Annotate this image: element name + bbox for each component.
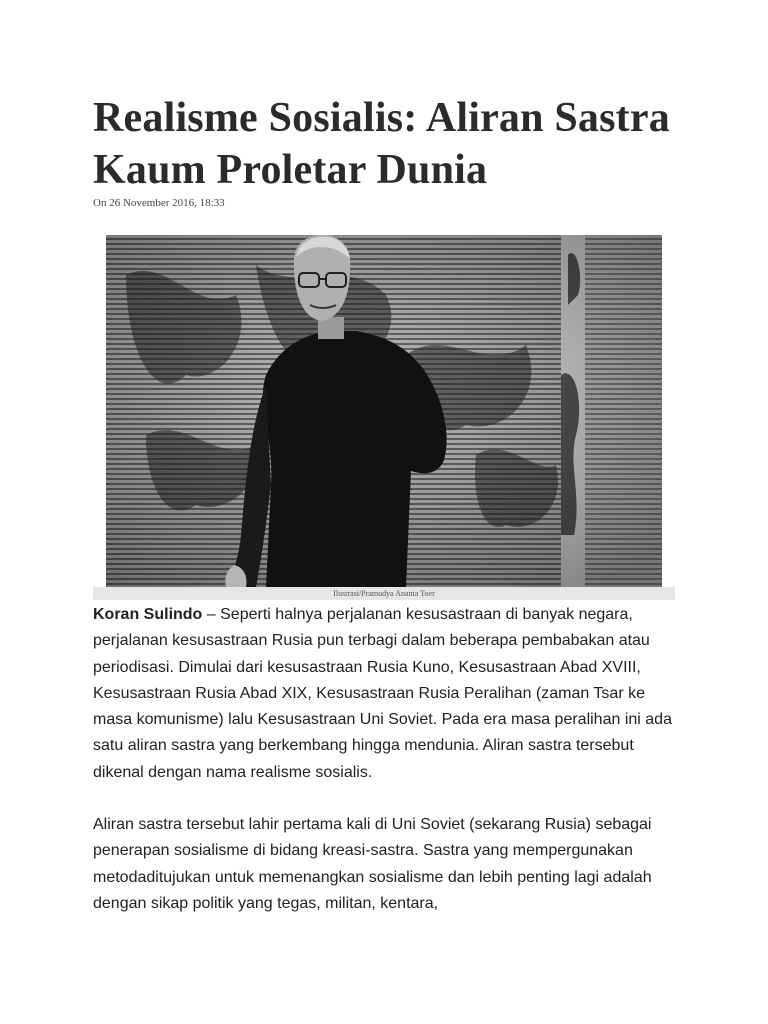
article-title: Realisme Sosialis: Aliran Sastra Kaum Proletar Dunia [93, 95, 670, 193]
paragraph-text: Aliran sastra tersebut lahir pertama kali di Uni Soviet (sekarang Rusia) sebagai penerapan sosialisme di bidang kreasi-sastra. Sastra yang mempergunakan metodaditujukan untuk memenangkan sosialisme dan lebih penting lagi adalah dengan sikap politik yang tegas, militan, kentara, [93, 816, 652, 912]
photo-caption: Ilustrasi/Pramudya Ananta Toer [93, 587, 675, 600]
paragraph [93, 602, 678, 786]
article [93, 92, 678, 912]
paragraph-text: – Seperti halnya perjalanan kesusastraan di banyak negara, perjalanan kesusastraan Rusia pun terbagi dalam beberapa pembabakan atau periodisasi. Dimulai dari kesusastraan Rusia Kuno, Kesusastraan Abad XVIII, Kesusastraan Rusia Abad XIX, Kesusastraan Rusia Peralihan (zaman Tsar ke masa komunisme) lalu Kesusastraan Uni Soviet. Pada era masa peralihan ini ada satu aliran sastra yang berkembang hingga mendunia. Aliran sastra tersebut dikenal dengan nama realisme sosialis. [93, 606, 672, 781]
source-label: Koran Sulindo [93, 606, 203, 623]
article-body [93, 602, 678, 943]
article-photo [106, 235, 662, 587]
article-date: On 26 November 2016, 18:33 [93, 197, 225, 209]
paragraph [93, 812, 678, 917]
